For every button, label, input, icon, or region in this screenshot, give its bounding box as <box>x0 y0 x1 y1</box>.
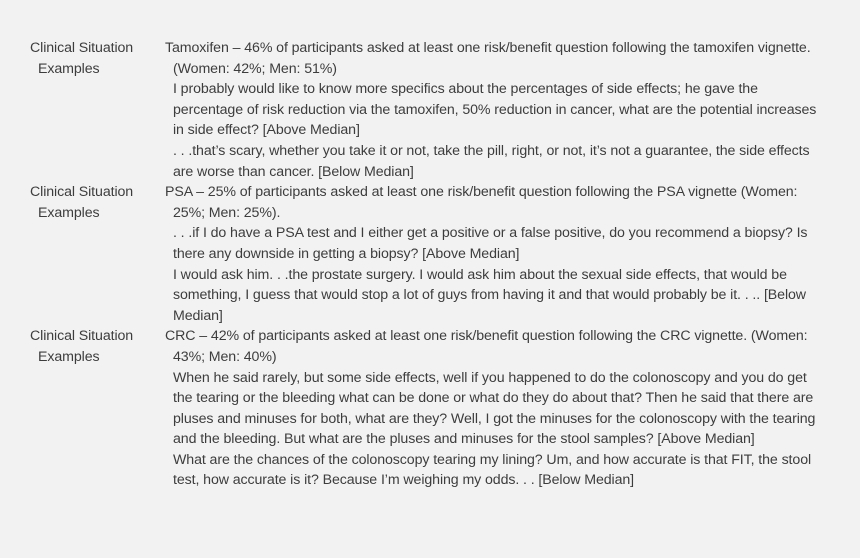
row-label <box>30 38 160 79</box>
text-line: test, how accurate is it? Because I’m weighing my odds. . . [Below Median] <box>173 472 635 489</box>
label-clinical-situation: Clinical Situation <box>30 40 134 56</box>
label-examples: Examples <box>38 60 100 77</box>
text-line: there any downside in getting a biopsy? [Above Median] <box>173 245 520 262</box>
text-line: I probably would like to know more specifics about the percentages of side effects; he gave the <box>173 81 758 98</box>
text-line: (Women: 42%; Men: 51%) <box>173 60 337 77</box>
text-line: CRC – 42% of participants asked at least one risk/benefit question following the CRC vignette. (Women: <box>165 328 808 345</box>
label-examples: Examples <box>38 348 100 365</box>
label-examples: Examples <box>38 204 100 221</box>
section-psa <box>0 182 860 326</box>
text-line: 25%; Men: 25%). <box>173 204 281 221</box>
text-line: in side effect? [Above Median] <box>173 122 360 139</box>
text-line: . . .that’s scary, whether you take it or not, take the pill, right, or not, it’s not a guarantee, the side effects <box>173 142 810 159</box>
section-content <box>165 326 837 491</box>
row-label <box>30 182 160 223</box>
text-line: percentage of risk reduction via the tamoxifen, 50% reduction in cancer, what are the potential increases <box>173 101 817 118</box>
text-line: . . .if I do have a PSA test and I either get a positive or a false positive, do you recommend a biopsy? Is <box>173 225 808 242</box>
row-label <box>30 326 160 367</box>
text-line: pluses and minuses for both, what are they? Well, I got the minuses for the colonoscopy with the tearing <box>173 410 816 427</box>
text-line: What are the chances of the colonoscopy tearing my lining? Um, and how accurate is that FIT, the stool <box>173 451 812 468</box>
label-clinical-situation: Clinical Situation <box>30 328 134 345</box>
text-line: 43%; Men: 40%) <box>173 348 277 365</box>
text-line: the tearing or the bleeding what can be done or what do they do about that? Then he said that there are <box>173 390 814 407</box>
section-content <box>165 38 837 182</box>
text-line: When he said rarely, but some side effects, well if you happened to do the colonoscopy and you do get <box>173 369 807 386</box>
text-line: something, I guess that would stop a lot of guys from having it and that would probably be it. . .. [Below <box>173 287 806 304</box>
text-line: Median] <box>173 307 223 324</box>
document-table <box>0 38 860 491</box>
text-line: are worse than cancer. [Below Median] <box>173 163 414 180</box>
text-line: PSA – 25% of participants asked at least one risk/benefit question following the PSA vignette (Women: <box>165 184 798 201</box>
section-content <box>165 182 837 326</box>
label-clinical-situation: Clinical Situation <box>30 184 134 201</box>
text-line: I would ask him. . .the prostate surgery. I would ask him about the sexual side effects, that would be <box>173 266 787 283</box>
text-line: and the bleeding. But what are the pluses and minuses for the stool samples? [Above Median] <box>173 431 755 448</box>
section-tamoxifen <box>0 38 860 182</box>
text-line: Tamoxifen – 46% of participants asked at least one risk/benefit question following the tamoxifen vignette. <box>165 40 811 56</box>
section-crc <box>0 326 860 491</box>
